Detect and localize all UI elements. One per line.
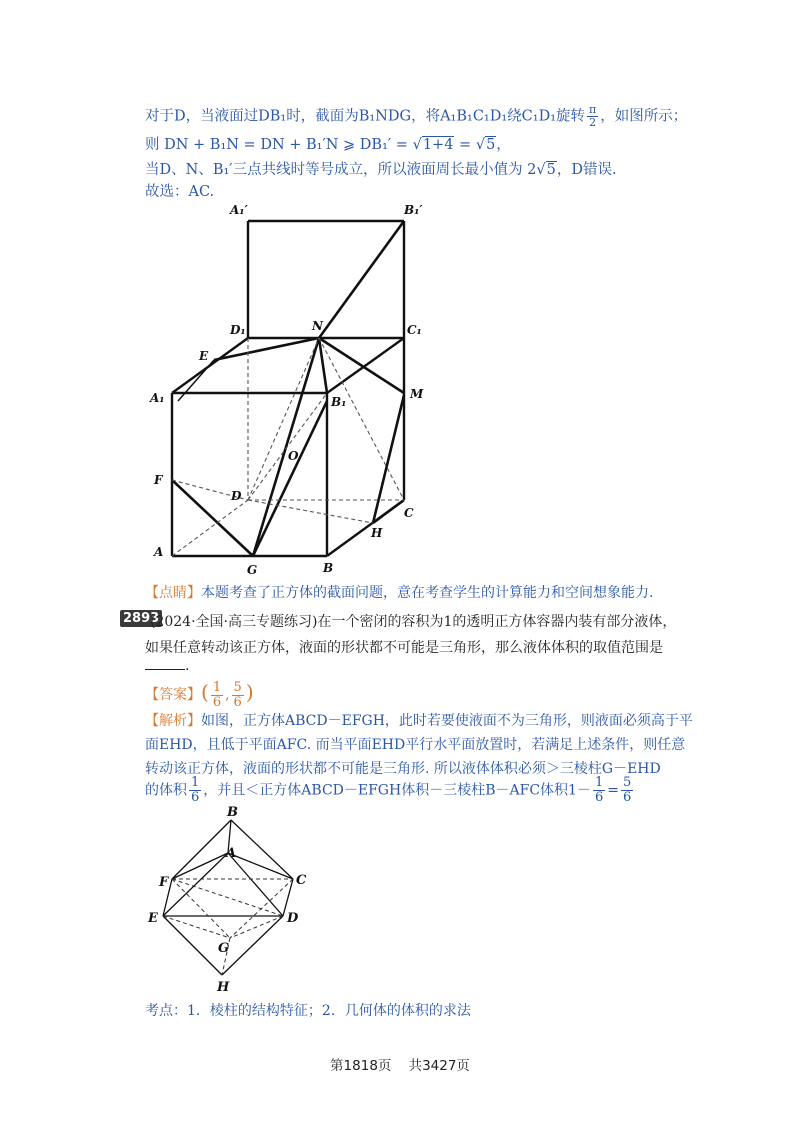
label-A: A [154,545,164,559]
label-G: G [247,563,258,577]
label-C: C [296,873,307,888]
label-M: M [410,387,424,401]
label-H: H [217,980,230,995]
label-B1: B₁ [331,395,347,409]
answer-blank [145,669,185,670]
solution-line-4: 故选：AC. [145,184,215,200]
fraction-pi-over-2: $\frac{\pi}{2}$ [589,103,597,129]
problem-line-1: (2024·全国·高三专题练习)在一个密闭的容积为1的透明正方体容器内装有部分液体， [150,614,677,630]
solution-line-2: 则 DN + B₁N = DN + B₁′N ⩾ DB₁′ = √1+4 = √5， [145,137,511,153]
label-O: O [288,449,299,463]
cube-vertex-figure [140,800,320,995]
page-footer [0,1054,800,1074]
label-B: B [323,561,334,575]
dianjing-note: 【点睛】本题考查了正方体的截面问题，意在考查学生的计算能力和空间想象能力. [145,585,654,601]
answer-line: 【答案】( $\frac{1}{6}$ , $\frac{5}{6}$ ) [145,679,254,710]
label-A: A [226,846,237,861]
label-D: D [231,489,242,503]
label-C1: C₁ [407,323,422,337]
label-C: C [404,506,414,520]
problem-line-3: . [145,658,189,674]
analysis-line-2: 面EHD，且低于平面AFC. 而当平面EHD平行水平面放置时，若满足上述条件，则任意 [145,737,686,753]
label-G: G [218,941,230,956]
problem-number-badge: 2893 [120,610,162,627]
solution-line-3: 当D、N、B₁′三点共线时等号成立，所以液面周长最小值为 2√5，D错误. [145,162,617,178]
label-N: N [312,319,323,333]
label-A1: A₁ [150,391,165,405]
analysis-line-4: 的体积 $\frac{1}{6}$ ，并且＜正方体ABCD－EFGH体积－三棱柱B－AFC体积1－ $\frac{1}{6}$ = $\frac{5}{6}$ [145,775,632,805]
label-F: F [154,473,163,487]
label-B: B [227,805,238,820]
label-D1: D₁ [230,323,246,337]
cube-section-figure [140,195,440,580]
label-E: E [148,911,158,926]
label-F: F [159,875,169,890]
kaodian-note: 考点：1．棱柱的结构特征；2．几何体的体积的求法 [145,1003,471,1019]
label-E: E [199,349,209,363]
label-A1p: A₁′ [230,203,248,217]
problem-line-2: 如果任意转动该正方体，液面的形状都不可能是三角形，那么液体体积的取值范围是 [145,640,663,656]
page-number: 第1818页 [330,1058,392,1074]
page-total: 共3427页 [408,1058,470,1074]
analysis-line-3: 转动该正方体，液面的形状都不可能是三角形. 所以液体体积必须＞三棱柱G－EHD [145,761,661,777]
label-D: D [287,911,299,926]
analysis-line-1: 【解析】如图，正方体ABCD－EFGH，此时若要使液面不为三角形，则液面必须高于平 [145,713,693,729]
solution-line-1: 对于D，当液面过DB₁时，截面为B₁NDG，将A₁B₁C₁D₁绕C₁D₁旋转 $\frac{\pi}{2}$ ，如图所示； [145,103,688,129]
label-H: H [371,526,383,540]
label-B1p: B₁′ [404,203,423,217]
